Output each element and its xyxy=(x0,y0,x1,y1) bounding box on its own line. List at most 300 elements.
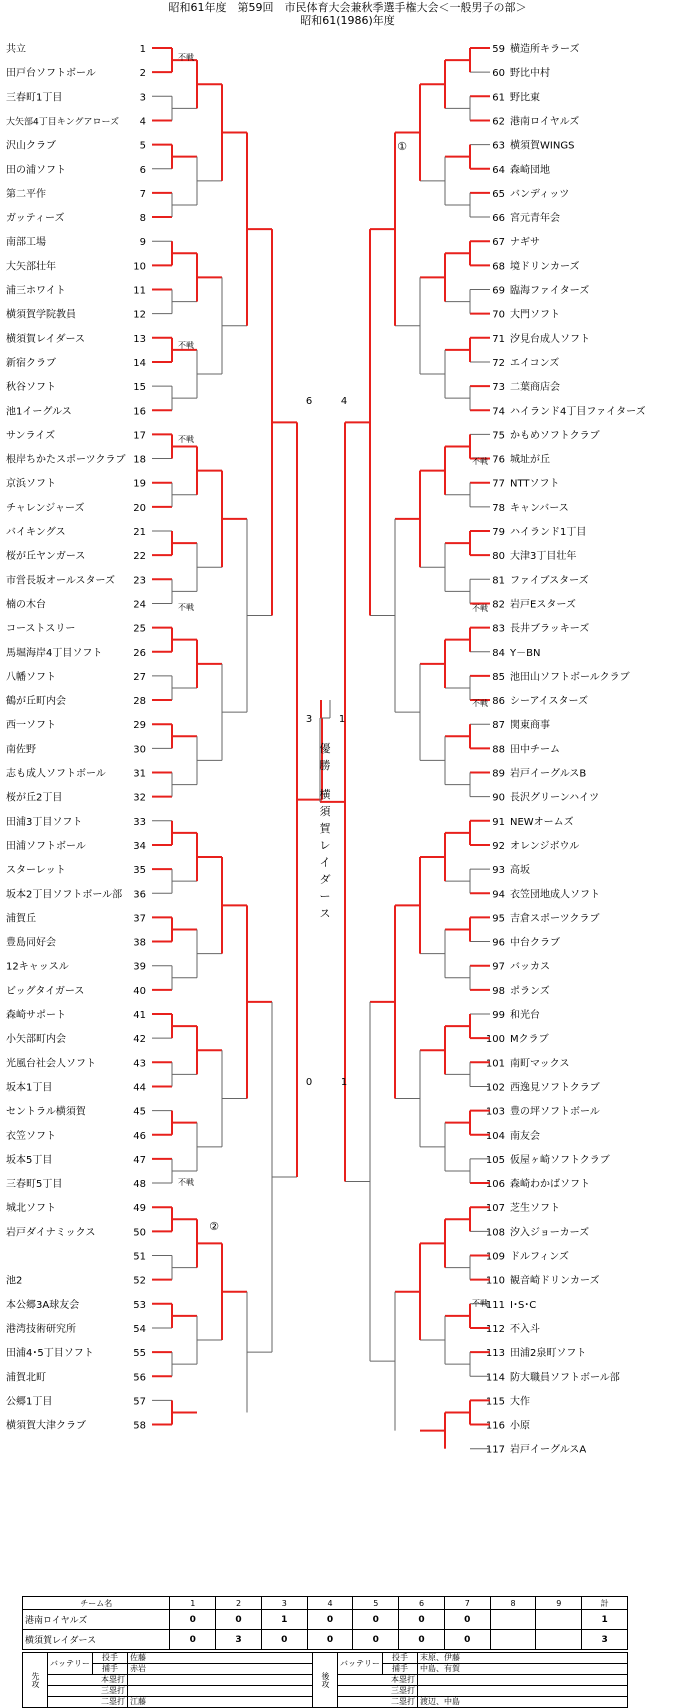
scoreboard-inning-score: 0 xyxy=(353,1610,399,1630)
left-team-seed: 4 xyxy=(139,116,146,128)
left-team-name: 豊島同好会 xyxy=(6,937,56,949)
left-team-seed: 34 xyxy=(133,840,146,852)
left-team-name: 港湾技術研究所 xyxy=(6,1323,76,1335)
left-team-seed: 54 xyxy=(133,1323,146,1335)
right-team-seed: 101 xyxy=(485,1058,505,1070)
left-team-seed: 36 xyxy=(133,889,146,901)
right-team-name: 城址が丘 xyxy=(510,454,550,466)
right-team-name: 野比中村 xyxy=(510,68,550,80)
right-team-seed: 72 xyxy=(492,357,505,369)
semi-score: 6 xyxy=(305,396,313,407)
second-pitcher: 末原、伊藤 xyxy=(418,1653,628,1664)
left-team-seed: 55 xyxy=(133,1348,146,1360)
left-team-seed: 14 xyxy=(133,357,146,369)
champion-label: 優 xyxy=(319,742,331,755)
left-team-seed: 57 xyxy=(133,1396,146,1408)
right-team-name: 防大職員ソフトボール部 xyxy=(510,1372,620,1384)
scoreboard-header-cell: 計 xyxy=(582,1597,628,1610)
first-double-label: 二塁打 xyxy=(48,1697,128,1708)
left-team-name: 城北ソフト xyxy=(6,1203,56,1215)
left-team-seed: 16 xyxy=(133,406,146,418)
second-double-label: 二塁打 xyxy=(338,1697,418,1708)
first-hr-label: 本塁打 xyxy=(48,1675,128,1686)
right-team-name: 不入斗 xyxy=(510,1323,540,1335)
left-team-name: 南部工場 xyxy=(6,237,46,249)
right-team-name: 長井ブラッキーズ xyxy=(510,623,590,635)
right-team-name: 池田山ソフトボールクラブ xyxy=(510,671,630,683)
default-marker: 不戦 xyxy=(178,341,194,350)
right-team-name: 岩戸イーグルスB xyxy=(510,768,587,780)
scoreboard-header-row xyxy=(23,1597,628,1610)
left-team-seed: 52 xyxy=(133,1275,146,1287)
right-team-name: 宮元青年会 xyxy=(510,213,560,225)
first-catcher: 赤岩 xyxy=(128,1664,313,1675)
right-team-name: 中台クラブ xyxy=(510,937,560,949)
left-team-seed: 29 xyxy=(133,720,146,732)
page-subtitle: 昭和61(1986)年度 xyxy=(300,14,395,27)
right-team-name: 長沢グリーンハイツ xyxy=(510,792,600,804)
left-team-name: 浦賀丘 xyxy=(6,913,36,925)
left-team-seed: 43 xyxy=(133,1058,146,1070)
scoreboard-inning-score: 0 xyxy=(399,1630,445,1650)
scoreboard-inning-score: 0 xyxy=(307,1630,353,1650)
right-team-name: 関東商事 xyxy=(510,720,550,732)
scoreboard-inning-score: 0 xyxy=(170,1630,216,1650)
right-team-name: 岩戸Eスターズ xyxy=(510,599,576,611)
left-team-seed: 44 xyxy=(133,1082,146,1094)
right-team-seed: 114 xyxy=(485,1372,505,1384)
left-team-name: セントラル横須賀 xyxy=(6,1106,86,1118)
first-triple-label: 三塁打 xyxy=(48,1686,128,1697)
right-team-name: 衣笠団地成人ソフト xyxy=(510,889,600,901)
right-team-seed: 63 xyxy=(492,140,505,152)
right-team-name: かもめソフトクラブ xyxy=(510,430,600,442)
scoreboard-section xyxy=(22,1596,628,1708)
right-team-name: 田浦2泉町ソフト xyxy=(510,1348,587,1360)
left-team-name: 桜が丘ヤンガース xyxy=(6,551,86,563)
right-team-seed: 104 xyxy=(485,1130,505,1142)
right-team-name: 観音崎ドリンカーズ xyxy=(510,1275,600,1287)
scoreboard-row xyxy=(23,1610,628,1630)
left-team-name: 鶴が丘町内会 xyxy=(6,696,66,708)
right-team-seed: 80 xyxy=(492,551,505,563)
first-triple xyxy=(128,1686,313,1697)
left-team-seed: 37 xyxy=(133,913,146,925)
default-marker: 不戦 xyxy=(178,603,194,612)
scoreboard-header-cell: 4 xyxy=(307,1597,353,1610)
left-team-name: 横須賀大津クラブ xyxy=(6,1420,86,1432)
scoreboard-header-cell: 6 xyxy=(399,1597,445,1610)
left-team-name: 田の浦ソフト xyxy=(6,164,66,176)
right-team-name: ポランズ xyxy=(510,985,550,997)
default-marker: 不戦 xyxy=(178,435,194,444)
left-team-seed: 1 xyxy=(139,44,146,55)
left-team-name: 公郷1丁目 xyxy=(6,1396,53,1408)
right-team-seed: 74 xyxy=(492,406,505,418)
right-team-seed: 94 xyxy=(492,889,505,901)
left-team-seed: 58 xyxy=(133,1420,146,1432)
right-team-seed: 68 xyxy=(492,261,505,273)
left-team-seed: 49 xyxy=(133,1203,146,1215)
scoreboard-header-cell: チーム名 xyxy=(23,1597,170,1610)
right-team-seed: 116 xyxy=(485,1420,505,1432)
left-team-name: チャレンジャーズ xyxy=(6,502,85,514)
second-pitcher-label: 投手 xyxy=(383,1653,418,1664)
scoreboard-inning-score: 0 xyxy=(353,1630,399,1650)
scoreboard-header-cell: 7 xyxy=(444,1597,490,1610)
left-team-name: 三春町1丁目 xyxy=(6,92,63,104)
left-team-seed: 47 xyxy=(133,1154,146,1166)
left-team-name: 坂本1丁目 xyxy=(6,1082,53,1094)
left-team-seed: 56 xyxy=(133,1372,146,1384)
left-team-name: 光風台社会人ソフト xyxy=(6,1058,96,1070)
scoreboard-header-cell: 3 xyxy=(261,1597,307,1610)
left-team-name: 馬堀海岸4丁目ソフト xyxy=(6,647,103,659)
left-team-seed: 9 xyxy=(139,237,146,249)
right-team-name: 大津3丁目壮年 xyxy=(510,551,577,563)
final-score-left: 3 xyxy=(305,714,313,725)
scoreboard-inning-score xyxy=(490,1630,536,1650)
scoreboard-inning-score xyxy=(536,1610,582,1630)
default-marker: 不戦 xyxy=(472,457,488,466)
scoreboard-inning-score xyxy=(536,1630,582,1650)
scoreboard-header-cell: 1 xyxy=(170,1597,216,1610)
left-team-seed: 26 xyxy=(133,647,146,659)
right-team-name: 横須賀WINGS xyxy=(510,140,575,152)
right-team-name: 汐入ジョーカーズ xyxy=(510,1227,590,1239)
page-title: 昭和61年度 第59回 市民体育大会兼秋季選手権大会＜一般男子の部＞ xyxy=(168,1,527,14)
right-team-name: キャンバース xyxy=(510,502,569,514)
left-team-name: 本公郷3A球友会 xyxy=(6,1299,80,1311)
right-team-seed: 100 xyxy=(485,1034,505,1046)
right-team-name: 森崎わかばソフト xyxy=(510,1179,590,1191)
left-team-name: 八幡ソフト xyxy=(6,671,56,683)
right-team-seed: 61 xyxy=(492,92,505,104)
right-team-name: ナギサ xyxy=(510,237,540,249)
scoreboard-header-cell: 8 xyxy=(490,1597,536,1610)
champion-label: 勝 xyxy=(319,759,331,772)
champion-label: 須 xyxy=(319,805,331,818)
left-team-name: 岩戸ダイナミックス xyxy=(6,1227,96,1239)
right-team-name: 港南ロイヤルズ xyxy=(510,116,580,128)
left-team-seed: 23 xyxy=(133,575,146,587)
left-team-seed: 48 xyxy=(133,1179,146,1191)
right-team-seed: 110 xyxy=(485,1275,505,1287)
right-team-name: I･S･C xyxy=(510,1299,537,1311)
left-team-seed: 20 xyxy=(133,502,146,514)
right-team-seed: 99 xyxy=(492,1010,505,1021)
right-team-name: Mクラブ xyxy=(510,1034,549,1046)
left-team-seed: 15 xyxy=(133,382,146,394)
scoreboard-inning-score: 1 xyxy=(261,1610,307,1630)
champion-label: ス xyxy=(319,907,331,920)
scoreboard-inning-score: 3 xyxy=(216,1630,262,1650)
scoreboard-header-cell: 9 xyxy=(536,1597,582,1610)
left-team-seed: 11 xyxy=(133,285,146,297)
left-team-seed: 30 xyxy=(133,744,146,756)
left-team-seed: 22 xyxy=(133,551,146,563)
semi-score: 1 xyxy=(340,1077,348,1088)
second-catcher: 中島、有賀 xyxy=(418,1664,628,1675)
scoreboard-row xyxy=(23,1630,628,1650)
right-team-seed: 77 xyxy=(492,478,505,490)
right-team-name: 和光台 xyxy=(510,1010,540,1021)
default-marker: 不戦 xyxy=(472,604,488,613)
champion-label: レ xyxy=(319,839,331,852)
scoreboard-total: 3 xyxy=(582,1630,628,1650)
right-team-seed: 115 xyxy=(485,1396,505,1408)
left-team-seed: 25 xyxy=(133,623,146,635)
left-team-seed: 7 xyxy=(139,188,146,200)
semi-score: 0 xyxy=(305,1077,313,1088)
left-team-name: 森崎サポート xyxy=(6,1010,66,1021)
left-team-seed: 50 xyxy=(133,1227,146,1239)
right-team-name: 豊の坪ソフトボール xyxy=(510,1106,600,1118)
game-mark: ① xyxy=(397,140,407,153)
left-team-name: 横須賀学院教員 xyxy=(6,309,76,321)
right-team-seed: 86 xyxy=(492,696,505,708)
right-team-seed: 67 xyxy=(492,237,505,249)
left-team-name: 田浦ソフトボール xyxy=(6,840,86,852)
right-team-name: 境ドリンカーズ xyxy=(510,261,580,273)
scoreboard-inning-score: 0 xyxy=(399,1610,445,1630)
right-team-name: NEWオームズ xyxy=(510,816,574,828)
right-team-seed: 62 xyxy=(492,116,505,128)
right-team-seed: 117 xyxy=(485,1444,505,1456)
left-team-seed: 40 xyxy=(133,985,146,997)
right-team-name: 南友会 xyxy=(510,1130,540,1142)
right-team-seed: 106 xyxy=(485,1179,505,1191)
right-team-seed: 73 xyxy=(492,382,505,394)
right-team-name: バンディッツ xyxy=(510,188,570,200)
left-team-seed: 13 xyxy=(133,333,146,345)
second-battery-label: バッテリー xyxy=(338,1653,383,1675)
right-team-name: オレンジボウル xyxy=(510,840,580,852)
right-team-name: バッカス xyxy=(510,961,550,973)
left-team-seed: 38 xyxy=(133,937,146,949)
champion-label: ー xyxy=(319,890,331,903)
left-team-seed: 46 xyxy=(133,1130,146,1142)
right-team-seed: 89 xyxy=(492,768,505,780)
left-team-name: 共立 xyxy=(6,44,26,55)
left-team-name: ガッティーズ xyxy=(6,213,65,225)
left-team-name: 秋谷ソフト xyxy=(6,382,56,394)
right-team-name: 臨海ファイターズ xyxy=(510,285,590,297)
scoreboard-inning-score xyxy=(490,1610,536,1630)
champion-label: ダ xyxy=(319,873,331,886)
right-team-name: エイコンズ xyxy=(510,357,560,369)
left-team-seed: 27 xyxy=(133,671,146,683)
default-marker: 不戦 xyxy=(472,699,488,708)
right-team-name: 吉倉スポーツクラブ xyxy=(510,913,600,925)
scoreboard-inning-score: 0 xyxy=(444,1610,490,1630)
first-double: 江藤 xyxy=(128,1697,313,1708)
left-team-name: バイキングス xyxy=(6,527,66,538)
first-catcher-label: 捕手 xyxy=(93,1664,128,1675)
scoreboard-team-name: 横須賀レイダース xyxy=(23,1630,170,1650)
default-marker: 不戦 xyxy=(178,1178,194,1187)
left-team-name: 市営長坂オールスターズ xyxy=(6,575,115,587)
right-team-seed: 85 xyxy=(492,671,505,683)
right-team-name: 二葉商店会 xyxy=(510,382,560,394)
left-team-name: 浦三ホワイト xyxy=(6,285,66,297)
default-marker: 不戦 xyxy=(472,1299,488,1308)
right-team-seed: 107 xyxy=(485,1203,505,1215)
left-team-seed: 42 xyxy=(133,1034,146,1046)
right-team-seed: 71 xyxy=(492,333,505,345)
scoreboard-inning-score: 0 xyxy=(261,1630,307,1650)
left-team-name: コーストスリー xyxy=(6,623,76,635)
right-team-seed: 59 xyxy=(492,44,505,55)
right-team-seed: 90 xyxy=(492,792,505,804)
right-team-name: ハイランド1丁目 xyxy=(510,527,587,538)
right-team-seed: 111 xyxy=(485,1299,505,1311)
right-team-seed: 92 xyxy=(492,840,505,852)
right-team-name: 大門ソフト xyxy=(510,309,560,321)
scoreboard-table xyxy=(22,1596,628,1650)
left-team-seed: 2 xyxy=(139,68,146,80)
right-team-seed: 81 xyxy=(492,575,505,587)
right-team-seed: 70 xyxy=(492,309,505,321)
right-team-name: 仮屋ヶ崎ソフトクラブ xyxy=(510,1154,610,1166)
right-team-seed: 78 xyxy=(492,502,505,514)
right-team-seed: 65 xyxy=(492,188,505,200)
right-team-seed: 98 xyxy=(492,985,505,997)
left-team-seed: 33 xyxy=(133,816,146,828)
right-team-seed: 102 xyxy=(485,1082,505,1094)
champion-label: 賀 xyxy=(319,822,331,835)
right-team-seed: 103 xyxy=(485,1106,505,1118)
right-team-name: NTTソフト xyxy=(510,478,560,490)
right-team-seed: 64 xyxy=(492,164,505,176)
second-triple-label: 三塁打 xyxy=(338,1686,418,1697)
left-team-seed: 6 xyxy=(139,164,146,176)
scoreboard-header-cell: 2 xyxy=(216,1597,262,1610)
first-side-label: 先攻 xyxy=(23,1653,48,1708)
right-team-seed: 93 xyxy=(492,865,505,877)
first-hr xyxy=(128,1675,313,1686)
second-double: 渡辺、中島 xyxy=(418,1697,628,1708)
left-team-name: 楠の木台 xyxy=(6,599,46,611)
first-battery-label: バッテリー xyxy=(48,1653,93,1675)
left-team-name: 田浦3丁目ソフト xyxy=(6,816,83,828)
right-team-seed: 96 xyxy=(492,937,505,949)
batting-table xyxy=(22,1652,628,1708)
right-team-name: ドルフィンズ xyxy=(510,1251,569,1263)
left-team-name: 沢山クラブ xyxy=(6,140,56,152)
right-team-seed: 76 xyxy=(492,454,505,466)
left-team-name: 志も成人ソフトボール xyxy=(6,768,106,780)
left-team-name: 池1イーグルス xyxy=(6,406,72,418)
right-team-seed: 97 xyxy=(492,961,505,973)
left-team-seed: 17 xyxy=(133,430,146,442)
scoreboard-total: 1 xyxy=(582,1610,628,1630)
right-team-seed: 60 xyxy=(492,68,505,80)
left-team-name: 坂本2丁目ソフトボール部 xyxy=(6,889,123,901)
left-team-name: 坂本5丁目 xyxy=(6,1154,53,1166)
left-team-seed: 3 xyxy=(139,92,146,104)
left-team-name: サンライズ xyxy=(6,430,56,442)
second-hr xyxy=(418,1675,628,1686)
right-team-seed: 108 xyxy=(485,1227,505,1239)
left-team-name: 根岸ちかたスポーツクラブ xyxy=(6,454,126,466)
left-team-name: 大矢部4丁目キングアローズ xyxy=(6,117,120,128)
second-hr-label: 本塁打 xyxy=(338,1675,418,1686)
right-team-seed: 105 xyxy=(485,1154,505,1166)
left-team-name: 新宿クラブ xyxy=(6,357,56,369)
right-team-name: 大作 xyxy=(510,1396,530,1408)
left-team-name: 桜が丘2丁目 xyxy=(6,792,63,804)
left-team-seed: 45 xyxy=(133,1106,146,1118)
scoreboard-inning-score: 0 xyxy=(170,1610,216,1630)
left-team-name: 小矢部町内会 xyxy=(6,1034,66,1046)
right-team-name: 西逸見ソフトクラブ xyxy=(510,1082,600,1094)
right-team-seed: 112 xyxy=(485,1323,505,1335)
scoreboard-team-name: 港南ロイヤルズ xyxy=(23,1610,170,1630)
first-pitcher: 佐藤 xyxy=(128,1653,313,1664)
left-team-name: 衣笠ソフト xyxy=(6,1130,56,1142)
left-team-seed: 21 xyxy=(133,527,146,538)
right-team-seed: 91 xyxy=(492,816,505,828)
right-team-name: 南町マックス xyxy=(510,1058,570,1070)
left-team-name: 浦賀北町 xyxy=(6,1372,46,1384)
left-team-name: 南佐野 xyxy=(6,744,36,756)
game-mark: ② xyxy=(209,1220,219,1233)
right-team-seed: 75 xyxy=(492,430,505,442)
left-team-name: 三春町5丁目 xyxy=(6,1179,63,1191)
scoreboard-inning-score: 0 xyxy=(444,1630,490,1650)
left-team-seed: 31 xyxy=(133,768,146,780)
left-team-name: 田戸台ソフトボール xyxy=(6,68,96,80)
left-team-name: 西一ソフト xyxy=(6,720,56,732)
right-team-seed: 95 xyxy=(492,913,505,925)
right-team-name: 汐見台成人ソフト xyxy=(510,333,590,345)
left-team-seed: 19 xyxy=(133,478,146,490)
left-team-seed: 32 xyxy=(133,792,146,804)
semi-score: 4 xyxy=(340,396,348,407)
right-team-seed: 83 xyxy=(492,623,505,635)
right-team-seed: 66 xyxy=(492,213,505,225)
left-team-name: 第二平作 xyxy=(6,188,46,200)
default-marker: 不戦 xyxy=(178,53,194,62)
left-team-name: スターレット xyxy=(6,865,66,877)
right-team-name: 横造所キラーズ xyxy=(510,44,580,55)
champion-label: 横 xyxy=(319,788,331,801)
left-team-name: 12キャッスル xyxy=(6,961,69,973)
scoreboard-inning-score: 0 xyxy=(307,1610,353,1630)
left-team-seed: 35 xyxy=(133,865,146,877)
left-team-name: 京浜ソフト xyxy=(6,478,56,490)
champion-label: イ xyxy=(319,856,331,869)
left-team-seed: 39 xyxy=(133,961,146,973)
scoreboard-header-cell: 5 xyxy=(353,1597,399,1610)
left-team-seed: 5 xyxy=(139,140,146,152)
left-team-name: 横須賀レイダース xyxy=(6,333,85,345)
right-team-name: 岩戸イーグルスA xyxy=(510,1444,587,1456)
right-team-seed: 113 xyxy=(485,1348,505,1360)
second-side-label: 後攻 xyxy=(313,1653,338,1708)
right-team-seed: 87 xyxy=(492,720,505,732)
right-team-name: Y－BN xyxy=(510,647,541,659)
right-team-seed: 84 xyxy=(492,647,505,659)
second-catcher-label: 捕手 xyxy=(383,1664,418,1675)
right-team-seed: 82 xyxy=(492,599,505,611)
scoreboard-inning-score: 0 xyxy=(216,1610,262,1630)
right-team-name: ファイブスターズ xyxy=(510,575,589,587)
right-team-name: 野比東 xyxy=(510,92,540,104)
first-pitcher-label: 投手 xyxy=(93,1653,128,1664)
left-team-name: 池2 xyxy=(6,1275,23,1287)
